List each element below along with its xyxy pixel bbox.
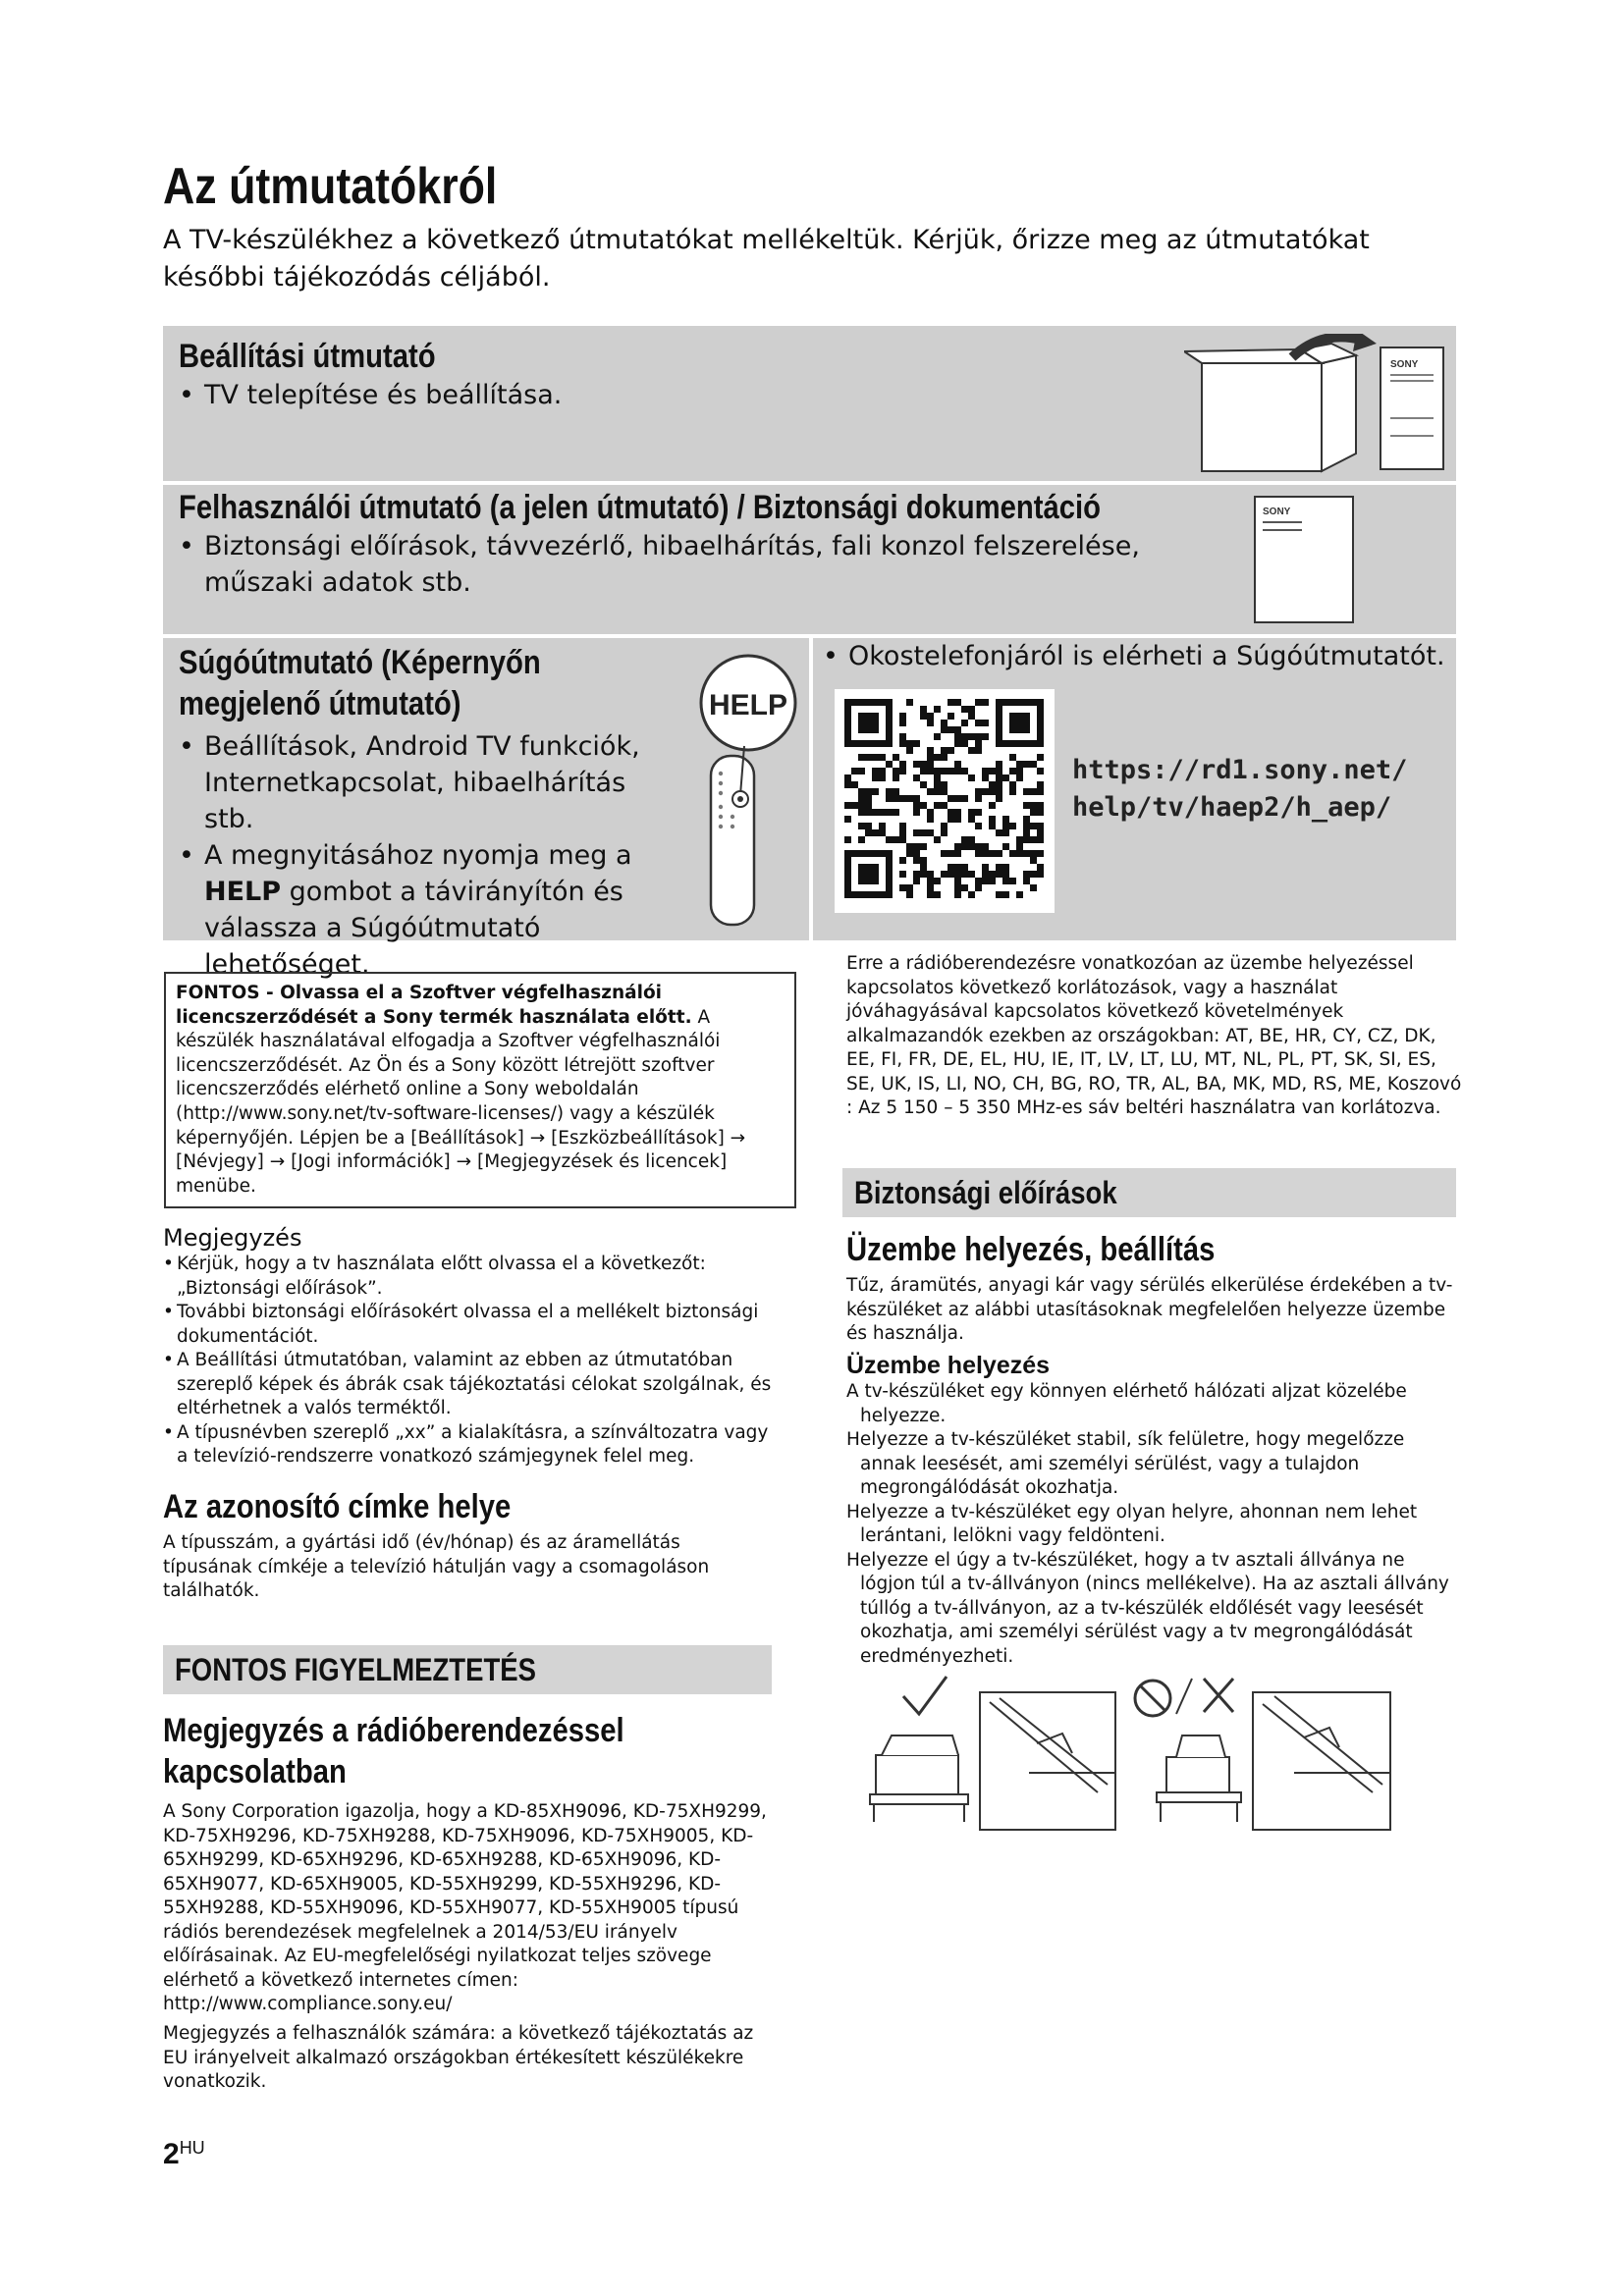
help-bullet-2-line-4: lehetőséget. — [204, 949, 370, 980]
installation-subheading: Üzembe helyezés — [846, 1352, 1051, 1379]
tv-box-illustration — [1184, 334, 1449, 477]
remote-help-button-icon — [693, 648, 801, 933]
cross-mark-icon — [1204, 1679, 1233, 1712]
page-number-value: 2 — [163, 2138, 180, 2170]
important-warning-bar — [163, 1645, 772, 1694]
compliance-url[interactable]: http://www.compliance.sony.eu/ — [163, 1994, 453, 2014]
help-bullet-2-line-1: A megnyitásához nyomja meg a — [204, 840, 632, 871]
id-label-heading: Az azonosító címke helye — [163, 1488, 512, 1525]
radio-heading-1: Megjegyzés a rádióberendezéssel — [163, 1712, 624, 1749]
installation-heading: Üzembe helyezés, beállítás — [846, 1231, 1216, 1268]
setup-brand-mark: SONY — [1390, 359, 1419, 370]
radio-restrictions-text: Erre a rádióberendezésre vonatkozóan az üzembe helyezéssel kapcsolatos következő korlátozások, vagy a használat jóváhagyásával kapcsolatos következő követelmények alkalmazandók ezekben az országokban: AT, BE, HR, CY, CZ, DK, EE, FI, FR, DE, EL, HU, IE, IT, LV, LT, LU, MT, NL, PL, PT, SK, SI, ES, SE, UK, IS, LI, NO, CH, BG, RO, TR, AL, BA, MK, MD, RS, ME, Koszovó : Az 5 150 – 5 350 MHz-es sáv beltéri használatra van korlátozva. — [846, 953, 1462, 1118]
installation-intro: Tűz, áramütés, anyagi kár vagy sérülés elkerülése érdekében a tv-készüléket az alábbi utasításoknak megfelelően helyezze üzembe és használja. — [846, 1275, 1453, 1344]
setup-guide-heading: Beállítási útmutató — [179, 338, 436, 375]
note-item: • A típusnévben szereplő „xx” a kialakításra, a színváltozatra vagy a televízió-rendszerre vonatkozó számjegynek felel meg. — [163, 1421, 772, 1469]
important-license-notice — [164, 972, 796, 1208]
help-circle-label: HELP — [708, 689, 788, 721]
radio-paragraph-1 — [163, 1800, 782, 2017]
user-guide-heading: Felhasználói útmutató (a jelen útmutató) / Biztonsági dokumentáció — [179, 489, 1101, 526]
radio-heading-2: kapcsolatban — [163, 1753, 347, 1790]
installation-item: Helyezze a tv-készüléket egy olyan helyre, ahonnan nem lehet lerántani, lelökni vagy feldönteni. — [846, 1501, 1418, 1546]
notes-heading: Megjegyzés — [163, 1224, 302, 1252]
smartphone-help-text: • Okostelefonjáról is elérheti a Súgóútmutatót. — [823, 638, 1477, 674]
important-warning-label: FONTOS FIGYELMEZTETÉS — [175, 1652, 536, 1687]
page-title: Az útmutatókról — [163, 158, 498, 215]
help-bullet-2-line-3: válassza a Súgóútmutató — [204, 913, 541, 943]
user-guide-bullet: • Biztonsági előírások, távvezérlő, hibaelhárítás, fali konzol felszerelése, műszaki adatok stb. — [179, 528, 1249, 601]
safety-bar-label: Biztonsági előírások — [854, 1175, 1117, 1210]
radio-declaration-text: A Sony Corporation igazolja, hogy a KD-85XH9096, KD-75XH9299, KD-75XH9296, KD-75XH9288, KD-75XH9096, KD-75XH9005, KD-65XH9299, KD-65XH9296, KD-65XH9288, KD-65XH9096, KD-65XH9077, KD-65XH9005, KD-55XH9299, KD-55XH9296, KD-55XH9288, KD-55XH9096, KD-55XH9077, KD-55XH9005 típusú rádiós berendezések megfelelnek a 2014/53/EU irányelv előírásainak. Az EU-megfelelőségi nyilatkozat teljes szövege elérhető a következő internetes címen: — [163, 1801, 767, 1991]
page-language-code: HU — [179, 2138, 205, 2158]
installation-item: Helyezze el úgy a tv-készüléket, hogy a tv asztali állványa ne lógjon túl a tv-állványon (nincs mellékelve). Ha az asztali állvány túllóg a tv-állványon, az a tv-készülék eldőlését vagy leesését okozhatja, ami személyi sérülést vagy a tv megrongálódását eredményezheti. — [846, 1549, 1449, 1667]
setup-guide-box — [163, 326, 1456, 481]
intro-text: A TV-készülékhez a következő útmutatókat mellékeltük. Kérjük, őrizze meg az útmutatókat későbbi tájékozódás céljából. — [163, 225, 1370, 293]
help-guide-heading-1: Súgóútmutató (Képernyőn — [179, 644, 541, 681]
note-item: • A Beállítási útmutatóban, valamint az ebben az útmutatóban szereplő képek és ábrák csak tájékoztatási célokat szolgálnak, és eltérhetnek a valós terméktől. — [163, 1349, 772, 1421]
setup-guide-bullet: • TV telepítése és beállítása. — [179, 377, 562, 413]
tv-stand-illustration — [862, 1675, 1455, 1838]
help-bullet-1-line-2: Internetkapcsolat, hibaelhárítás stb. — [204, 768, 626, 834]
manual-document-icon — [1253, 495, 1355, 626]
id-label-text: A típusszám, a gyártási idő (év/hónap) és az áramellátás típusának címkéje a televízió hátulján vagy a csomagoláson találhatók. — [163, 1532, 710, 1601]
notice-text: A készülék használatával elfogadja a Szoftver végfelhasználói licencszerződését. Az Ön és a Sony között létrejött szoftver licencszerződés elérhető online a Sony weboldalán (http://www.sony.net/tv-software-licenses/) vagy a készülék képernyőjén. Lépjen be a [Beállítások] → [Eszközbeállítások] → [Névjegy] → [Jogi információk] → [Megjegyzések és licencek] menübe. — [176, 1006, 746, 1197]
help-url-line-2[interactable]: help/tv/haep2/h_aep/ — [1072, 792, 1392, 823]
notes-section — [163, 1223, 772, 1469]
installation-item: A tv-készüléket egy könnyen elérhető hálózati aljzat közelébe helyezze. — [846, 1381, 1407, 1426]
help-key-label: HELP — [204, 877, 282, 907]
qr-code[interactable] — [835, 689, 1055, 913]
user-guide-box — [163, 485, 1456, 634]
check-mark-icon — [903, 1677, 947, 1714]
smartphone-help-box — [813, 638, 1456, 940]
user-brand-mark: SONY — [1263, 507, 1291, 517]
safety-bar — [842, 1168, 1456, 1217]
note-item: • További biztonsági előírásokért olvassa el a mellékelt biztonsági dokumentációt. — [163, 1301, 772, 1349]
help-bullet-1-line-1: Beállítások, Android TV funkciók, — [204, 731, 640, 762]
note-item: • Kérjük, hogy a tv használata előtt olvassa el a következőt: „Biztonsági előírások”. — [163, 1253, 772, 1301]
installation-item: Helyezze a tv-készüléket stabil, sík felületre, hogy megelőzze annak leesését, ami személyi sérülést, vagy a tulajdon megrongálódását okozhatja. — [846, 1429, 1405, 1498]
help-bullet-2-line-2: gombot a távirányítón és — [281, 877, 623, 907]
page-number — [163, 2138, 205, 2171]
notice-bold-text: FONTOS - Olvassa el a Szoftver végfelhasználói licencszerződését a Sony termék használata előtt. — [176, 983, 692, 1028]
help-guide-heading-2: megjelenő útmutató) — [179, 685, 461, 722]
help-url-line-1[interactable]: https://rd1.sony.net/ — [1072, 755, 1408, 785]
help-guide-box — [163, 638, 809, 980]
radio-paragraph-2: Megjegyzés a felhasználók számára: a következő tájékoztatás az EU irányelveit alkalmazó országokban értékesített készülékekre vonatkozik. — [163, 2023, 754, 2092]
